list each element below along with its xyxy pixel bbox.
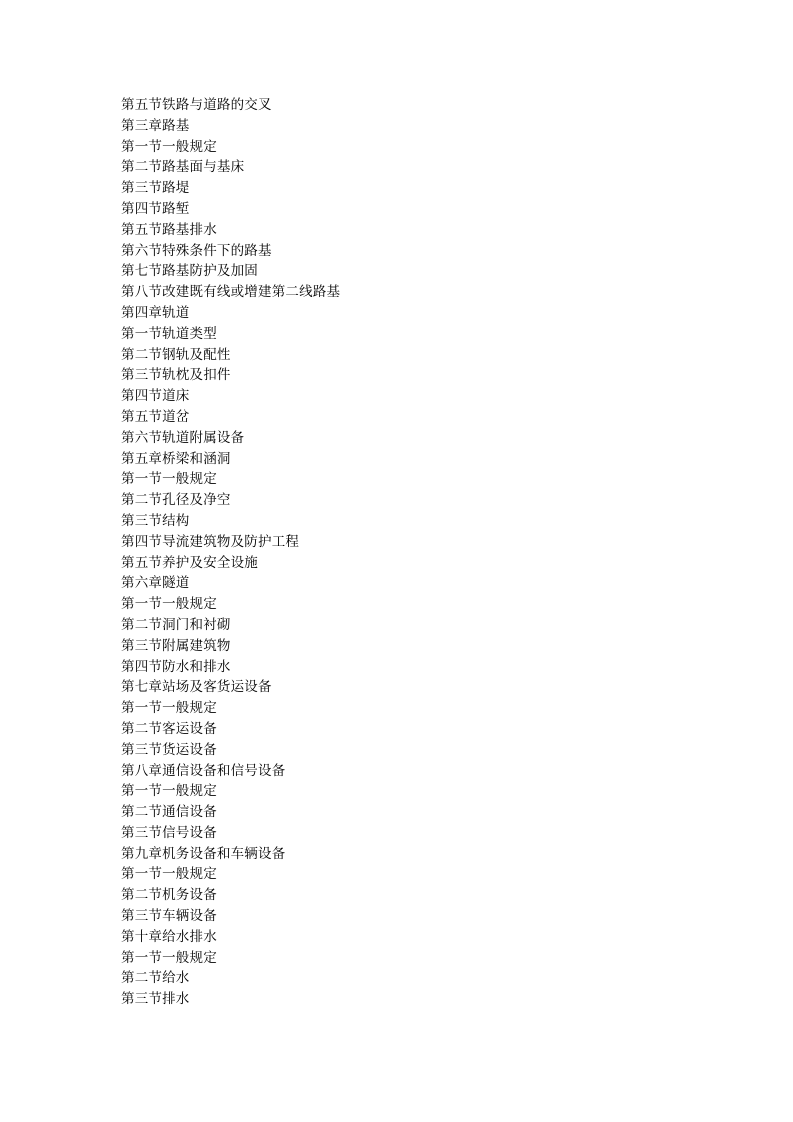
toc-line: 第二节通信设备	[121, 804, 217, 821]
toc-line: 第一节轨道类型	[121, 325, 217, 342]
toc-line: 第六节特殊条件下的路基	[121, 242, 272, 259]
toc-line: 第三节结构	[121, 512, 190, 529]
toc-line: 第四节路堑	[121, 200, 190, 217]
toc-line: 第五节道岔	[121, 408, 190, 425]
toc-line: 第七章站场及客货运设备	[121, 679, 272, 696]
table-of-contents	[121, 95, 340, 1010]
toc-line: 第二节客运设备	[121, 720, 217, 737]
toc-line: 第五节养护及安全设施	[121, 554, 258, 571]
toc-line: 第二节钢轨及配性	[121, 346, 231, 363]
toc-line: 第七节路基防护及加固	[121, 263, 258, 280]
toc-line: 第八章通信设备和信号设备	[121, 762, 286, 779]
toc-line: 第二节洞门和衬砌	[121, 616, 231, 633]
toc-line: 第一节一般规定	[121, 783, 217, 800]
toc-line: 第八节改建既有线或增建第二线路基	[121, 284, 341, 301]
toc-line: 第三节路堤	[121, 180, 190, 197]
toc-line: 第三节信号设备	[121, 824, 217, 841]
toc-line: 第四节导流建筑物及防护工程	[121, 533, 300, 550]
toc-line: 第一节一般规定	[121, 471, 217, 488]
toc-line: 第四节道床	[121, 388, 190, 405]
toc-line: 第二节机务设备	[121, 887, 217, 904]
toc-line: 第三节货运设备	[121, 741, 217, 758]
toc-line: 第十章给水排水	[121, 928, 217, 945]
toc-line: 第三节车辆设备	[121, 908, 217, 925]
toc-line: 第二节路基面与基床	[121, 159, 245, 176]
toc-line: 第三节附属建筑物	[121, 637, 231, 654]
toc-line: 第四节防水和排水	[121, 658, 231, 675]
toc-line: 第二节给水	[121, 970, 190, 987]
toc-line: 第一节一般规定	[121, 596, 217, 613]
toc-line: 第六节轨道附属设备	[121, 429, 245, 446]
toc-line: 第五章桥梁和涵洞	[121, 450, 231, 467]
toc-line: 第一节一般规定	[121, 866, 217, 883]
toc-line: 第九章机务设备和车辆设备	[121, 845, 286, 862]
toc-line: 第五节路基排水	[121, 221, 217, 238]
toc-line: 第一节一般规定	[121, 138, 217, 155]
toc-line: 第五节铁路与道路的交叉	[121, 97, 272, 113]
toc-line: 第六章隧道	[121, 575, 190, 592]
toc-line: 第一节一般规定	[121, 700, 217, 717]
toc-line: 第三节轨枕及扣件	[121, 367, 231, 384]
toc-line: 第四章轨道	[121, 304, 190, 321]
toc-line: 第三节排水	[121, 991, 190, 1008]
toc-line: 第三章路基	[121, 117, 190, 134]
toc-line: 第一节一般规定	[121, 949, 217, 966]
toc-line: 第二节孔径及净空	[121, 492, 231, 509]
